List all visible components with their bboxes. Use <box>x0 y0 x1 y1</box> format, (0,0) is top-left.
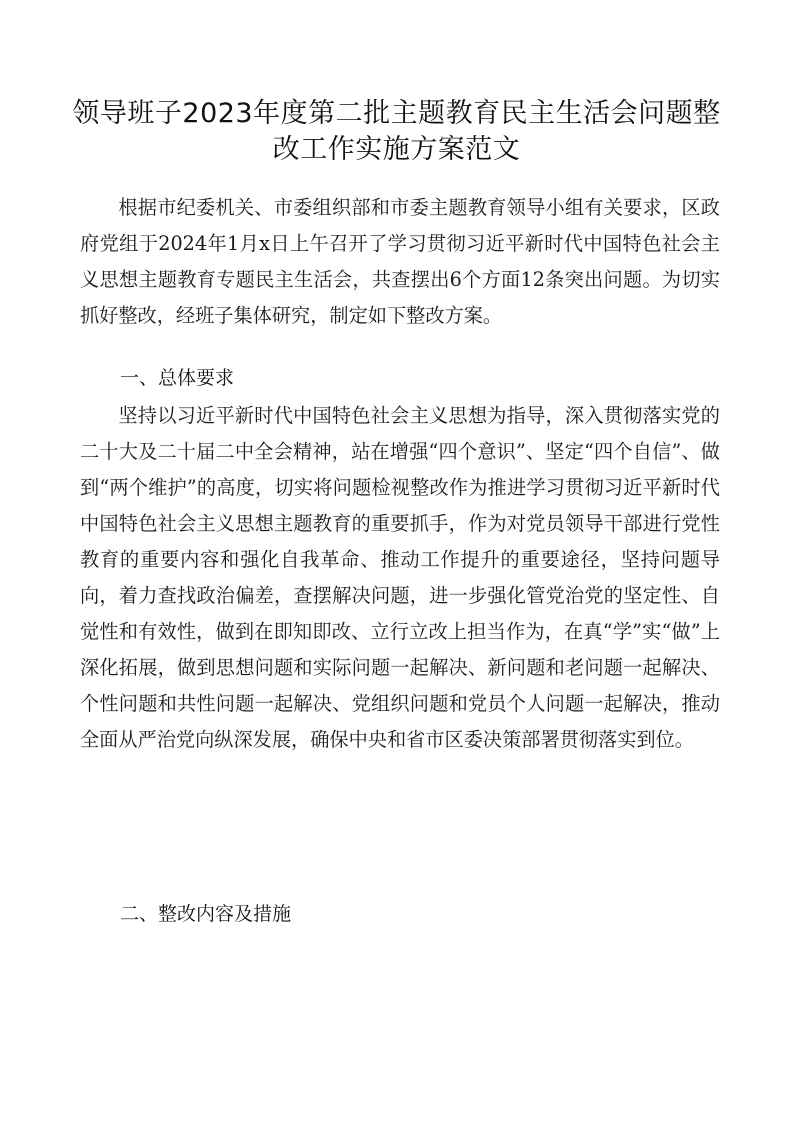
section-heading-rectification-measures: 二、整改内容及措施 <box>120 903 292 925</box>
intro-paragraph: 根据市纪委机关、市委组织部和市委主题教育领导小组有关要求，区政府党组于2024年1月x日上午召开了学习贯彻习近平新时代中国特色社会主义思想主题教育专题民主生活会，共查摆出6个方面12条突出问题。为切实抓好整改，经班子集体研究，制定如下整改方案。 <box>80 196 720 327</box>
document-title: 领导班子2023年度第二批主题教育民主生活会问题整改工作实施方案范文 <box>72 98 721 165</box>
section-heading-general-requirements: 一、总体要求 <box>120 367 235 389</box>
general-requirements-paragraph: 坚持以习近平新时代中国特色社会主义思想为指导，深入贯彻落实党的二十大及二十届二中全会精神，站在增强“四个意识”、坚定“四个自信”、做到“两个维护”的高度，切实将问题检视整改作为推进学习贯彻习近平新时代中国特色社会主义思想主题教育的重要抓手，作为对党员领导干部进行党性教育的重要内容和强化自我革命、推动工作提升的重要途径，坚持问题导向，着力查找政治偏差，查摆解决问题，进一步强化管党治党的坚定性、自觉性和有效性，做到在即知即改、立行立改上担当作为，在真“学”实“做”上深化拓展，做到思想问题和实际问题一起解决、新问题和老问题一起解决、个性问题和共性问题一起解决、党组织问题和党员个人问题一起解决，推动全面从严治党向纵深发展，确保中央和省市区委决策部署贯彻落实到位。 <box>80 404 720 751</box>
